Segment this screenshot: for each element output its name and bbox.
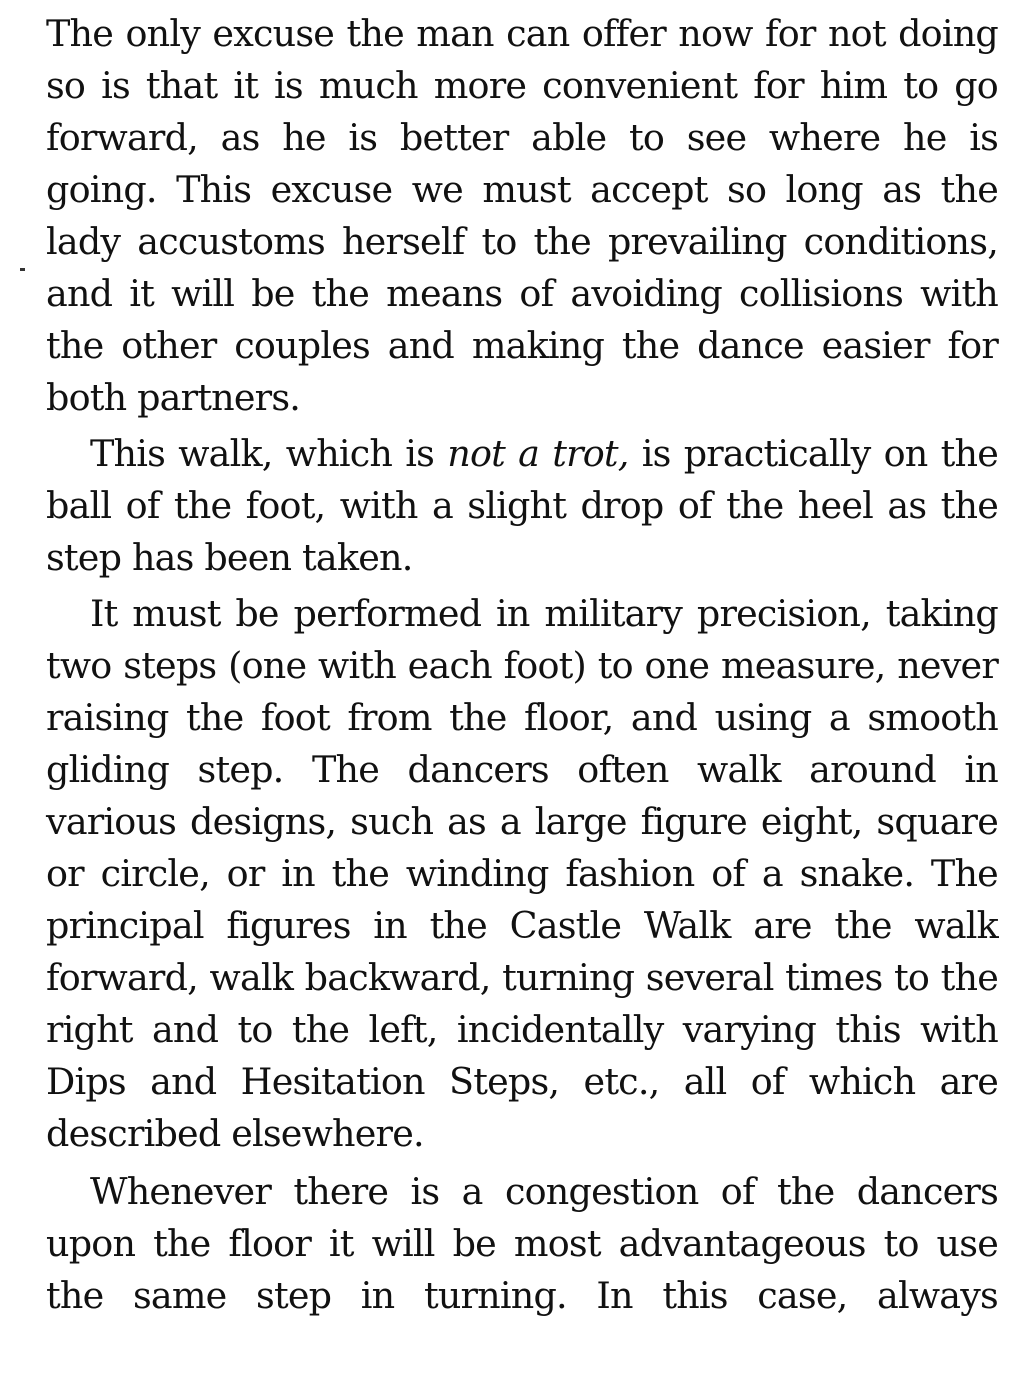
- paragraph-excuse: [46, 8, 998, 424]
- emphasis-not-a-trot: not a trot,: [447, 432, 629, 475]
- paragraph-military-text: It must be performed in military precision, taking two steps (one with each foot) to one measure, never raising the foot from the floor, and using a smooth gliding step. The dancers often walk around in various designs, such as a large figure eight, square or circle, or in the winding fashion of a snake. The principal figures in the Castle Walk are the walk forward, walk backward, turning several times to the right and to the left, incidentally varying this with Dips and Hesitation Steps, etc., all of which are described elsewhere.: [46, 592, 998, 1155]
- stray-ink-mark: [20, 268, 25, 271]
- paragraph-congestion: [46, 1166, 998, 1322]
- paragraph-walk-not-trot: [46, 428, 998, 584]
- paragraph-walk-text-start: This walk, which is: [90, 432, 448, 475]
- paragraph-military-precision: [46, 588, 998, 1160]
- paragraph-walk-text-end: is practically on the ball of the foot, with a slight drop of the heel as the step has been taken.: [46, 432, 998, 579]
- paragraph-excuse-text: The only excuse the man can offer now for not doing so is that it is much more convenient for him to go forward, as he is better able to see where he is going. This excuse we must accept so long as the lady accustoms herself to the prevailing conditions, and it will be the means of avoiding collisions with the other couples and making the dance easier for both partners.: [46, 12, 998, 419]
- paragraph-congestion-text: Whenever there is a congestion of the dancers upon the floor it will be most advantageous to use the same step in turning. In this case, always: [46, 1170, 998, 1317]
- book-page: [46, 8, 998, 1322]
